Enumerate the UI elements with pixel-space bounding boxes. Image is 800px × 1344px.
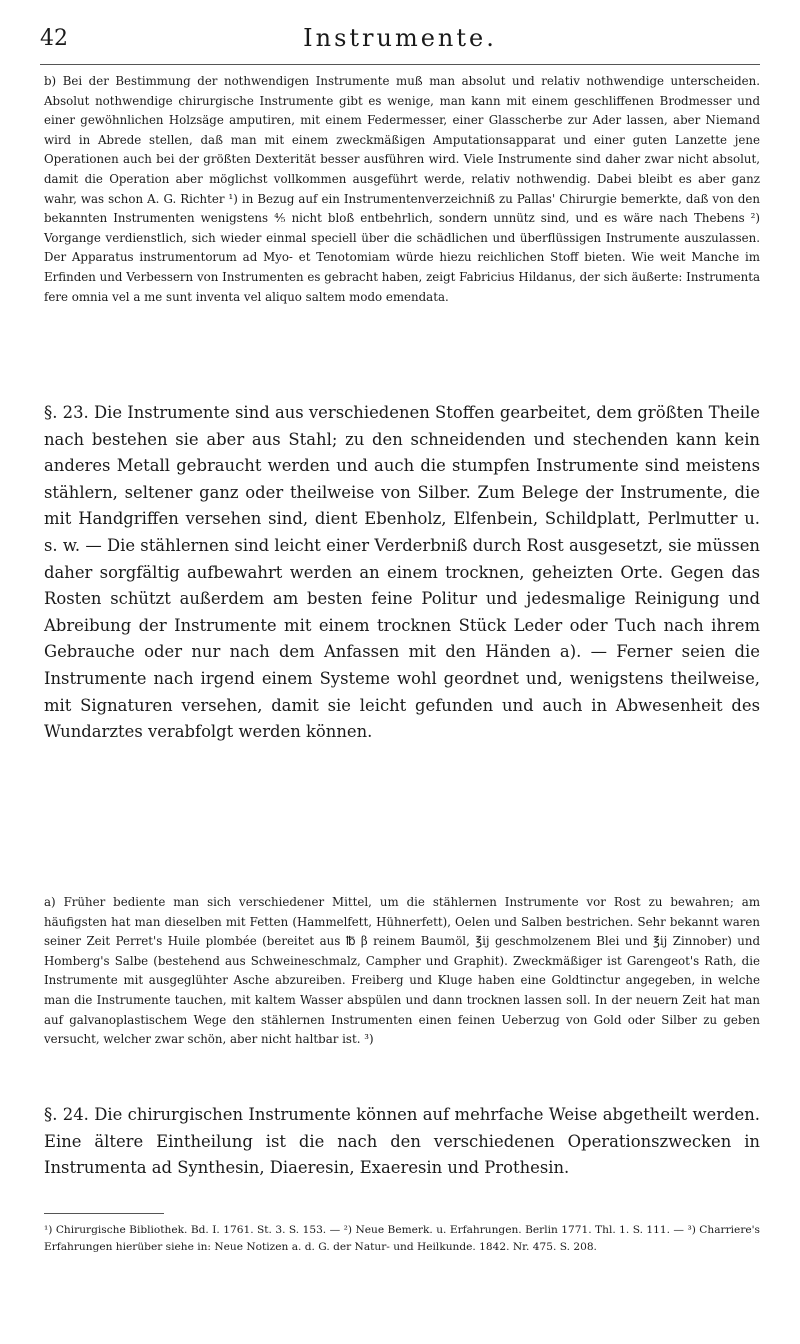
section-23-materials: §. 23. Die Instrumente sind aus verschiedenen Stoffen gearbeitet, dem größten Theile nach bestehen sie aber aus Stahl; zu den schneidenden und stechenden kann kein anderes Metall gebraucht werden und auch die stumpfen Instrumente sind meistens stählern, seltener ganz oder theilweise von Silber. Zum Belege der Instrumente, die mit Handgriffen versehen sind, dient Ebenholz, Elfenbein, Schildplatt, Perlmutter u. s. w. — Die stählernen sind leicht einer Verderbniß durch Rost ausgesetzt, sie müssen daher sorgfältig aufbewahrt werden an einem trocknen, geheizten Orte. Gegen das Rosten schützt außerdem am besten feine Politur und jedesmalige Reinigung und Abreibung der Instrumente mit einem trocknen Stück Leder oder Tuch nach ihrem Gebrauche oder nur nach dem Anfassen mit den Händen a). — Ferner seien die Instrumente nach irgend einem Systeme wohl geordnet und, wenigstens theilweise, mit Signaturen versehen, damit sie leicht gefunden und auch in Abwesenheit des Wundarztes verabfolgt werden können.: [44, 403, 760, 742]
footnotes: ¹) Chirurgische Bibliothek. Bd. I. 1761. St. 3. S. 153. — ²) Neue Bemerk. u. Erfahrungen. Berlin 1771. Thl. 1. S. 111. — ³) Charriere's Erfahrungen hierüber siehe in: Neue Notizen a. d. G. der Natur- und Heilkunde. 1842. Nr. 475. S. 208.: [44, 1224, 760, 1253]
footnote-divider: [44, 1213, 164, 1214]
page-number: 42: [40, 26, 68, 51]
note-a-rust-prevention: a) Früher bediente man sich verschiedener Mittel, um die stählernen Instrumente vor Rost zu bewahren; am häufigsten hat man dieselben mit Fetten (Hammelfett, Hühnerfett), Oelen und Salben bestrichen. Sehr bekannt waren seiner Zeit Perret's Huile plombée (bereitet aus ℔ β reinem Baumöl, ℥ij geschmolzenem Blei und ℥ij Zinnober) und Homberg's Salbe (bestehend aus Schweineschmalz, Campher und Graphit). Zweckmäßiger ist Garengeot's Rath, die Instrumente mit ausgeglühter Asche abzureiben. Freiberg und Kluge haben eine Goldtinctur angegeben, in welche man die Instrumente tauchen, mit kaltem Wasser abspülen und dann trocknen lassen soll. In der neuern Zeit hat man auf galvanoplastischem Wege den stählernen Instrumenten einen feinen Ueberzug von Gold oder Silber zu geben versucht, welcher zwar schön, aber nicht haltbar ist. ³): [44, 895, 760, 1047]
paragraph-b-relative-instruments: b) Bei der Bestimmung der nothwendigen Instrumente muß man absolut und relativ nothwendige unterscheiden. Absolut nothwendige chirurgische Instrumente gibt es wenige, man kann mit einem geschliffenen Brodmesser und einer gewöhnlichen Holzsäge amputiren, mit einem Federmesser, einer Glasscherbe zur Ader lassen, aber Niemand wird in Abrede stellen, daß man mit einem zweckmäßigen Amputationsapparat und einer guten Lanzette jene Operationen auch bei der größten Dexterität besser ausführen wird. Viele Instrumente sind daher zwar nicht absolut, damit die Operation aber möglichst vollkommen ausgeführt werde, relativ nothwendig. Dabei bleibt es aber ganz wahr, was schon A. G. Richter ¹) in Bezug auf ein Instrumentenverzeichniß zu Pallas' Chirurgie bemerkte, daß von den bekannten Instrumenten wenigstens ⁴⁄₅ nicht bloß entbehrlich, sondern unnütz sind, und es wäre nach Thebens ²) Vorgange verdienstlich, sich wieder einmal speciell über die schädlichen und überflüssigen Instrumente auszulassen. Der Apparatus instrumentorum ad Myo- et Tenotomiam würde hiezu reichlichen Stoff bieten. Wie weit Manche im Erfinden und Verbessern von Instrumenten es gebracht haben, zeigt Fabricius Hildanus, der sich äußerte: Instrumenta fere omnia vel a me sunt inventa vel aliquo saltem modo emendata.: [44, 74, 760, 304]
page-header: [40, 18, 760, 65]
running-head: Instrumente.: [303, 24, 497, 52]
section-24-classification: §. 24. Die chirurgischen Instrumente können auf mehrfache Weise abgetheilt werden. Eine ältere Eintheilung ist die nach den verschiedenen Operationszwecken in Instrumenta ad Synthesin, Diaeresin, Exaeresin und Prothesin.: [44, 1105, 760, 1178]
